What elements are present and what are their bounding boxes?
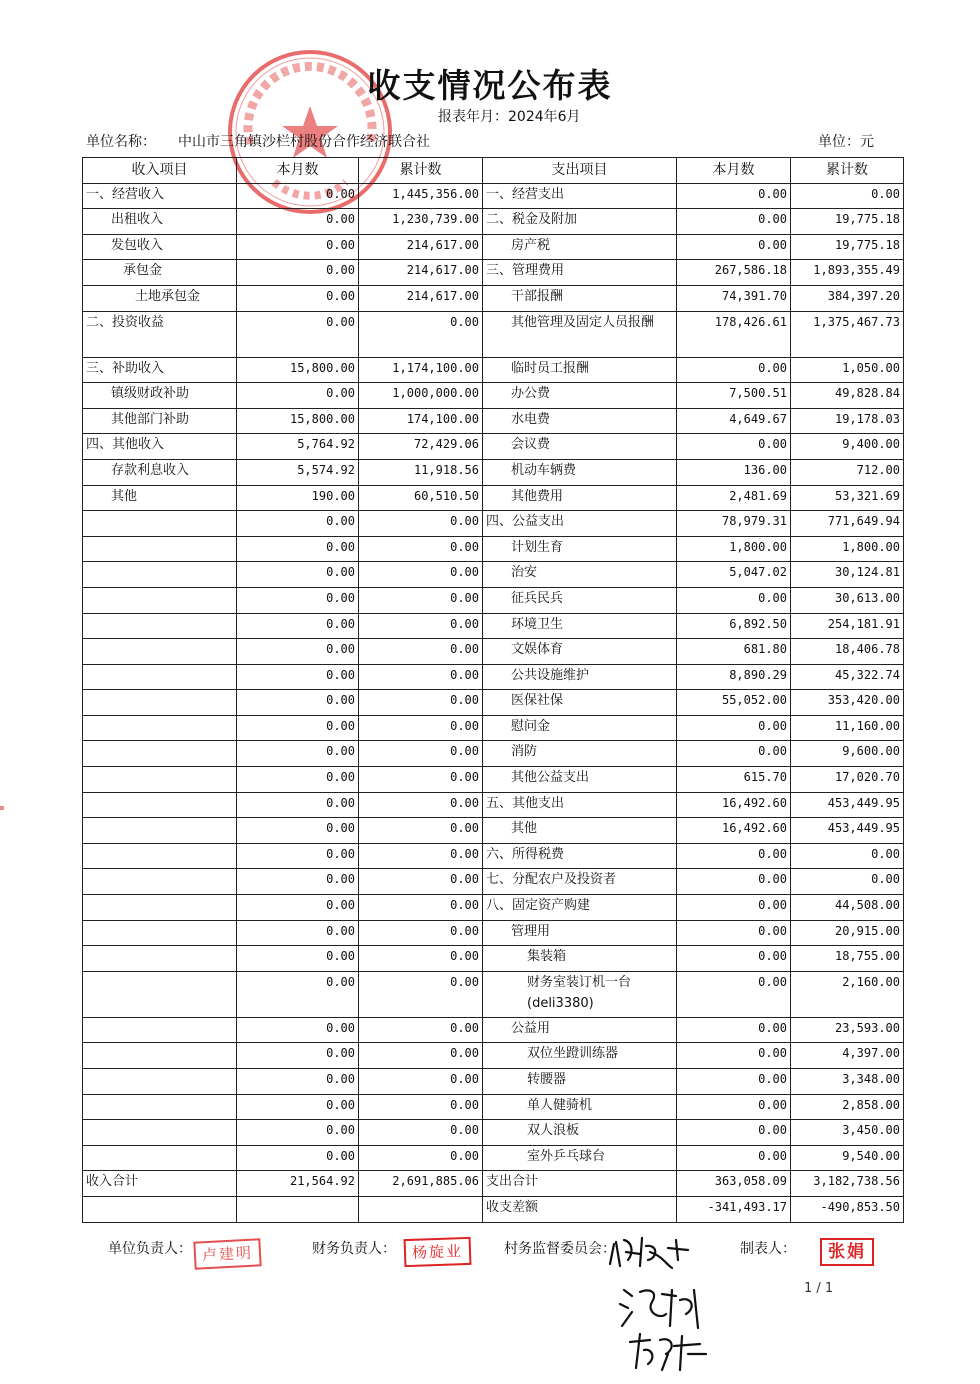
expense-month: 0.00 [677,234,791,260]
expense-item: 六、所得税费 [483,843,677,869]
income-item: 承包金 [83,260,237,286]
expense-cumulative: 3,182,738.56 [791,1171,904,1197]
income-cumulative: 0.00 [359,767,483,793]
income-cumulative: 0.00 [359,869,483,895]
currency-unit: 单位：元 [818,134,874,150]
income-month: 0.00 [237,311,359,357]
income-cumulative: 214,617.00 [359,234,483,260]
expense-item: 八、固定资产购建 [483,895,677,921]
income-item [83,639,237,665]
header-income-cumulative: 累计数 [359,158,483,184]
income-cumulative: 0.00 [359,664,483,690]
income-month: 0.00 [237,613,359,639]
income-cumulative: 0.00 [359,639,483,665]
expense-item: 文娱体育 [483,639,677,665]
expense-item: 征兵民兵 [483,587,677,613]
income-cumulative: 0.00 [359,1043,483,1069]
table-row [83,209,904,235]
income-month: 0.00 [237,715,359,741]
expense-cumulative: 771,649.94 [791,511,904,537]
table-row [83,613,904,639]
expense-item: 公共设施维护 [483,664,677,690]
expense-item: 三、管理费用 [483,260,677,286]
expense-item: 集装箱 [483,946,677,972]
table-row [83,536,904,562]
expense-cumulative: 9,600.00 [791,741,904,767]
income-month: 0.00 [237,1043,359,1069]
table-row [83,357,904,383]
income-item [83,818,237,844]
income-item [83,1069,237,1095]
table-row [83,383,904,409]
table-row [83,234,904,260]
income-month: 0.00 [237,690,359,716]
expense-month: 5,047.02 [677,562,791,588]
expense-month: 0.00 [677,715,791,741]
expense-item: 五、其他支出 [483,792,677,818]
expense-cumulative: 44,508.00 [791,895,904,921]
expense-item: 单人健骑机 [483,1094,677,1120]
expense-item: 收支差额 [483,1196,677,1222]
expense-month: 681.80 [677,639,791,665]
income-cumulative: 214,617.00 [359,285,483,311]
expense-month: 0.00 [677,895,791,921]
income-item: 二、投资收益 [83,311,237,357]
income-cumulative: 1,445,356.00 [359,183,483,209]
income-month: 0.00 [237,587,359,613]
income-item [83,664,237,690]
income-item [83,536,237,562]
income-item [83,895,237,921]
table-row [83,715,904,741]
unit-name-line [86,131,430,151]
income-cumulative: 0.00 [359,946,483,972]
table-row [83,920,904,946]
income-item [83,1120,237,1146]
expense-cumulative: 18,406.78 [791,639,904,665]
table-row [83,587,904,613]
income-month: 15,800.00 [237,408,359,434]
expense-cumulative: 49,828.84 [791,383,904,409]
finance-head-label: 财务负责人： [312,1241,396,1257]
expense-cumulative: 19,178.03 [791,408,904,434]
income-item: 一、经营收入 [83,183,237,209]
table-row [83,1069,904,1095]
table-row [83,260,904,286]
income-cumulative: 1,000,000.00 [359,383,483,409]
expense-item: 二、税金及附加 [483,209,677,235]
expense-month: 4,649.67 [677,408,791,434]
income-cumulative: 0.00 [359,1120,483,1146]
expense-item: 消防 [483,741,677,767]
table-row [83,895,904,921]
expense-month: 2,481.69 [677,485,791,511]
unit-head-stamp: 卢建明 [193,1238,261,1269]
scan-mark [0,806,4,810]
expense-month: 16,492.60 [677,818,791,844]
income-cumulative: 2,691,885.06 [359,1171,483,1197]
income-item [83,1043,237,1069]
income-cumulative [359,1196,483,1222]
income-month: 21,564.92 [237,1171,359,1197]
table-row [83,1171,904,1197]
expense-cumulative: 1,375,467.73 [791,311,904,357]
expense-item: 医保社保 [483,690,677,716]
expense-month: 363,058.09 [677,1171,791,1197]
income-month: 0.00 [237,209,359,235]
income-item: 其他部门补助 [83,408,237,434]
income-item: 出租收入 [83,209,237,235]
income-expense-table [82,157,904,1223]
income-cumulative: 0.00 [359,920,483,946]
expense-cumulative: 1,050.00 [791,357,904,383]
expense-cumulative: 20,915.00 [791,920,904,946]
income-item [83,869,237,895]
income-month: 0.00 [237,946,359,972]
header-income-item: 收入项目 [83,158,237,184]
income-item [83,843,237,869]
expense-item: 计划生育 [483,536,677,562]
income-item: 收入合计 [83,1171,237,1197]
expense-cumulative: 3,450.00 [791,1120,904,1146]
expense-month: 55,052.00 [677,690,791,716]
income-item [83,613,237,639]
income-cumulative: 0.00 [359,895,483,921]
income-cumulative: 0.00 [359,1094,483,1120]
header-expense-cumulative: 累计数 [791,158,904,184]
expense-cumulative: 2,858.00 [791,1094,904,1120]
income-month: 0.00 [237,285,359,311]
income-item [83,971,237,1017]
report-period: 报表年月：2024年6月 [438,109,581,125]
income-cumulative: 0.00 [359,1069,483,1095]
expense-cumulative: 712.00 [791,459,904,485]
table-row [83,792,904,818]
expense-month: 136.00 [677,459,791,485]
income-item: 其他 [83,485,237,511]
income-item: 三、补助收入 [83,357,237,383]
expense-cumulative: 384,397.20 [791,285,904,311]
income-cumulative: 0.00 [359,792,483,818]
expense-cumulative: 2,160.00 [791,971,904,1017]
table-row [83,1017,904,1043]
income-cumulative: 0.00 [359,971,483,1017]
table-row [83,1120,904,1146]
income-cumulative: 60,510.50 [359,485,483,511]
income-item: 发包收入 [83,234,237,260]
expense-item: 财务室装订机一台(deli3380) [483,971,677,1017]
expense-cumulative: 453,449.95 [791,818,904,844]
income-month: 0.00 [237,767,359,793]
income-month: 0.00 [237,1094,359,1120]
supervision-label: 村务监督委员会： [504,1241,616,1257]
preparer-stamp: 张娟 [820,1238,874,1266]
expense-month: -341,493.17 [677,1196,791,1222]
income-cumulative: 0.00 [359,1017,483,1043]
income-item [83,587,237,613]
expense-cumulative: 4,397.00 [791,1043,904,1069]
table-row [83,741,904,767]
income-item: 存款利息收入 [83,459,237,485]
expense-item: 室外乒乓球台 [483,1145,677,1171]
income-month: 0.00 [237,1145,359,1171]
table-row [83,408,904,434]
expense-cumulative: 53,321.69 [791,485,904,511]
income-item: 四、其他收入 [83,434,237,460]
table-row [83,459,904,485]
expense-cumulative: 19,775.18 [791,234,904,260]
table-row [83,311,904,357]
income-month: 0.00 [237,1120,359,1146]
expense-item: 治安 [483,562,677,588]
unit-name-value: 中山市三角镇沙栏村股份合作经济联合社 [178,134,430,150]
finance-head-stamp: 杨旋业 [404,1237,472,1267]
expense-cumulative: 18,755.00 [791,946,904,972]
income-cumulative: 1,230,739.00 [359,209,483,235]
income-cumulative: 0.00 [359,690,483,716]
expense-item: 临时员工报酬 [483,357,677,383]
income-month: 0.00 [237,639,359,665]
expense-month: 74,391.70 [677,285,791,311]
expense-cumulative: 453,449.95 [791,792,904,818]
expense-cumulative: 9,540.00 [791,1145,904,1171]
expense-item: 四、公益支出 [483,511,677,537]
income-month: 0.00 [237,664,359,690]
expense-cumulative: 19,775.18 [791,209,904,235]
expense-month: 0.00 [677,1145,791,1171]
expense-item: 办公费 [483,383,677,409]
expense-month: 78,979.31 [677,511,791,537]
expense-month: 0.00 [677,741,791,767]
expense-cumulative: 45,322.74 [791,664,904,690]
expense-cumulative: 0.00 [791,183,904,209]
expense-item: 干部报酬 [483,285,677,311]
handwritten-signatures [606,1230,736,1380]
income-month: 0.00 [237,511,359,537]
table-header-row [83,158,904,184]
expense-cumulative: 0.00 [791,843,904,869]
table-row [83,1145,904,1171]
expense-item: 双位坐蹬训练器 [483,1043,677,1069]
expense-item: 其他费用 [483,485,677,511]
expense-month: 16,492.60 [677,792,791,818]
expense-month: 0.00 [677,357,791,383]
expense-cumulative: 3,348.00 [791,1069,904,1095]
expense-item: 转腰器 [483,1069,677,1095]
income-cumulative: 0.00 [359,311,483,357]
income-month: 0.00 [237,383,359,409]
expense-item: 一、经营支出 [483,183,677,209]
table-row [83,511,904,537]
expense-item: 其他管理及固定人员报酬 [483,311,677,357]
income-month: 0.00 [237,920,359,946]
income-month: 0.00 [237,1017,359,1043]
income-cumulative: 0.00 [359,715,483,741]
income-month [237,1196,359,1222]
expense-cumulative: 254,181.91 [791,613,904,639]
expense-month: 0.00 [677,1120,791,1146]
income-item [83,690,237,716]
table-row [83,690,904,716]
income-month: 190.00 [237,485,359,511]
expense-item: 支出合计 [483,1171,677,1197]
income-item [83,562,237,588]
income-item [83,1196,237,1222]
expense-month: 267,586.18 [677,260,791,286]
income-item [83,741,237,767]
income-cumulative: 0.00 [359,587,483,613]
page-indicator: 1 / 1 [804,1281,834,1296]
income-cumulative: 174,100.00 [359,408,483,434]
expense-cumulative: 9,400.00 [791,434,904,460]
table-row [83,434,904,460]
header-income-month: 本月数 [237,158,359,184]
income-item [83,767,237,793]
expense-month: 0.00 [677,971,791,1017]
table-row [83,843,904,869]
expense-month: 0.00 [677,920,791,946]
income-item [83,1017,237,1043]
expense-cumulative: 11,160.00 [791,715,904,741]
table-row [83,946,904,972]
income-month: 0.00 [237,234,359,260]
table-row [83,1043,904,1069]
income-month: 0.00 [237,869,359,895]
expense-month: 0.00 [677,1017,791,1043]
income-item [83,715,237,741]
expense-cumulative: 30,613.00 [791,587,904,613]
expense-cumulative: 1,800.00 [791,536,904,562]
expense-month: 0.00 [677,843,791,869]
expense-item: 慰问金 [483,715,677,741]
expense-item: 环境卫生 [483,613,677,639]
expense-item: 公益用 [483,1017,677,1043]
expense-month: 0.00 [677,1094,791,1120]
expense-month: 0.00 [677,183,791,209]
table-row [83,767,904,793]
income-month: 0.00 [237,843,359,869]
expense-cumulative: 0.00 [791,869,904,895]
expense-cumulative: 1,893,355.49 [791,260,904,286]
expense-month: 6,892.50 [677,613,791,639]
expense-month: 0.00 [677,1043,791,1069]
income-item: 镇级财政补助 [83,383,237,409]
expense-month: 0.00 [677,946,791,972]
income-cumulative: 214,617.00 [359,260,483,286]
expense-cumulative: -490,853.50 [791,1196,904,1222]
expense-cumulative: 17,020.70 [791,767,904,793]
income-month: 0.00 [237,818,359,844]
income-item [83,1094,237,1120]
header-expense-item: 支出项目 [483,158,677,184]
unit-name-label: 单位名称： [86,134,156,150]
expense-month: 0.00 [677,869,791,895]
income-month: 0.00 [237,971,359,1017]
income-item [83,1145,237,1171]
table-row [83,818,904,844]
expense-month: 7,500.51 [677,383,791,409]
table-row [83,971,904,1017]
header-expense-month: 本月数 [677,158,791,184]
income-month: 0.00 [237,895,359,921]
income-cumulative: 0.00 [359,818,483,844]
income-month: 0.00 [237,260,359,286]
expense-cumulative: 23,593.00 [791,1017,904,1043]
income-item [83,792,237,818]
income-cumulative: 1,174,100.00 [359,357,483,383]
income-month: 0.00 [237,562,359,588]
income-item: 土地承包金 [83,285,237,311]
expense-cumulative: 30,124.81 [791,562,904,588]
expense-month: 0.00 [677,1069,791,1095]
income-month: 5,574.92 [237,459,359,485]
income-cumulative: 0.00 [359,1145,483,1171]
report-title: 收支情况公布表 [367,66,613,105]
income-cumulative: 0.00 [359,511,483,537]
expense-month: 8,890.29 [677,664,791,690]
table-row [83,664,904,690]
expense-item: 水电费 [483,408,677,434]
income-month: 0.00 [237,183,359,209]
expense-item: 机动车辆费 [483,459,677,485]
income-month: 0.00 [237,536,359,562]
expense-item: 会议费 [483,434,677,460]
table-row [83,1196,904,1222]
income-item [83,946,237,972]
income-cumulative: 0.00 [359,741,483,767]
expense-item: 房产税 [483,234,677,260]
expense-item: 其他 [483,818,677,844]
expense-item: 双人浪板 [483,1120,677,1146]
income-cumulative: 0.00 [359,613,483,639]
expense-cumulative: 353,420.00 [791,690,904,716]
expense-month: 0.00 [677,587,791,613]
expense-item: 其他公益支出 [483,767,677,793]
expense-month: 0.00 [677,434,791,460]
income-item [83,511,237,537]
table-row [83,1094,904,1120]
expense-item: 七、分配农户及投资者 [483,869,677,895]
unit-head-label: 单位负责人： [108,1241,192,1257]
expense-item: 管理用 [483,920,677,946]
table-row [83,639,904,665]
income-month: 5,764.92 [237,434,359,460]
income-cumulative: 72,429.06 [359,434,483,460]
income-cumulative: 0.00 [359,562,483,588]
income-month: 0.00 [237,741,359,767]
income-cumulative: 0.00 [359,843,483,869]
preparer-label: 制表人： [740,1241,796,1257]
income-cumulative: 11,918.56 [359,459,483,485]
income-cumulative: 0.00 [359,536,483,562]
table-row [83,485,904,511]
table-row [83,183,904,209]
expense-month: 0.00 [677,209,791,235]
expense-month: 1,800.00 [677,536,791,562]
income-month: 15,800.00 [237,357,359,383]
income-month: 0.00 [237,792,359,818]
table-row [83,285,904,311]
income-month: 0.00 [237,1069,359,1095]
table-row [83,869,904,895]
expense-month: 178,426.61 [677,311,791,357]
table-row [83,562,904,588]
income-item [83,920,237,946]
expense-month: 615.70 [677,767,791,793]
